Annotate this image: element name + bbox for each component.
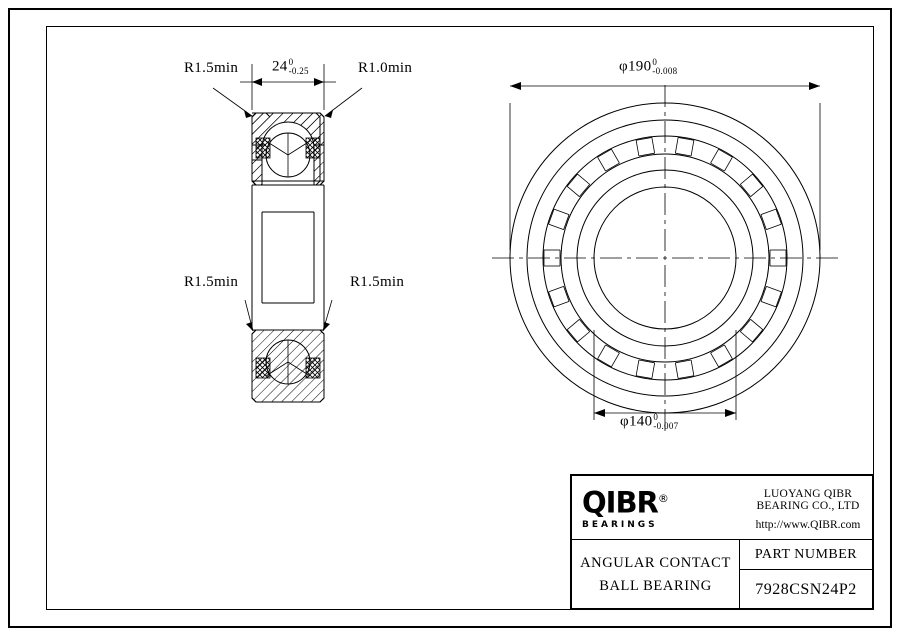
- company-logo: [582, 484, 732, 532]
- od-symbol: φ: [619, 58, 628, 75]
- company-info: [744, 488, 872, 531]
- label-top-right-radius: R1.0min: [358, 60, 413, 76]
- company-url[interactable]: http://www.QIBR.com: [755, 519, 861, 531]
- label-outer-diameter: [619, 58, 677, 76]
- product-line-1: ANGULAR CONTACT: [580, 555, 731, 571]
- bore-lower-tol: -0.007: [653, 421, 679, 431]
- bore-nominal: 140: [628, 413, 653, 430]
- logo-registered-mark: ®: [657, 492, 668, 505]
- title-block-header-row: [572, 476, 872, 540]
- width-upper-tol: 0: [288, 57, 294, 67]
- logo-text: QIBR: [582, 485, 658, 520]
- bore-symbol: φ: [620, 413, 629, 430]
- part-number-value: 7928CSN24P2: [755, 581, 857, 598]
- product-description: [572, 540, 740, 610]
- od-nominal: 190: [627, 58, 652, 75]
- label-bore-diameter: [620, 413, 678, 431]
- label-bottom-left-radius: R1.5min: [184, 274, 239, 290]
- part-number-cell: [740, 540, 872, 610]
- company-name: LUOYANG QIBR BEARING CO., LTD: [756, 488, 860, 512]
- part-number-label: PART NUMBER: [740, 540, 872, 570]
- product-line-2: BALL BEARING: [599, 578, 712, 594]
- width-nominal: 24: [272, 58, 288, 75]
- label-width-dimension: [272, 58, 309, 76]
- label-top-left-radius: R1.5min: [184, 60, 239, 76]
- width-lower-tol: -0.25: [288, 66, 309, 76]
- logo-subtitle: BEARINGS: [582, 519, 658, 530]
- title-block-body-row: [572, 540, 872, 610]
- bore-upper-tol: 0: [653, 412, 659, 422]
- od-upper-tol: 0: [652, 57, 658, 67]
- od-lower-tol: -0.008: [652, 66, 678, 76]
- label-bottom-right-radius: R1.5min: [350, 274, 405, 290]
- logo-wordmark: [582, 484, 732, 518]
- title-block: [570, 474, 874, 610]
